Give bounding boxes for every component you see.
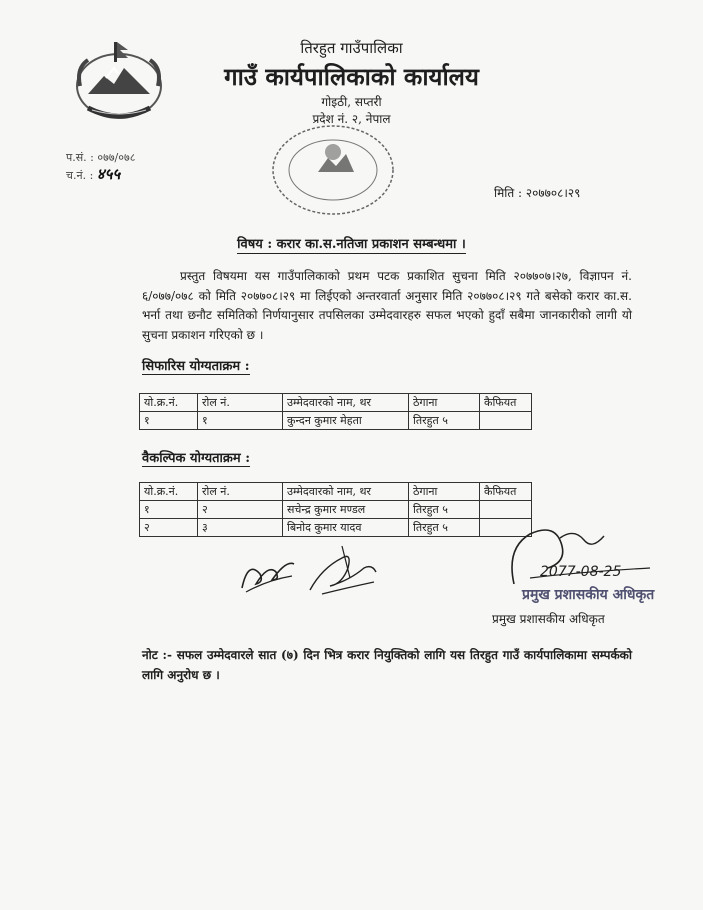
dispatch-number-value: ४५५ xyxy=(96,165,121,183)
subject-text: विषय : करार का.स.नतिजा प्रकाशन सम्बन्धमा । xyxy=(237,237,466,252)
letter-number-value: ०७७/०७८ xyxy=(97,151,136,164)
cell-name: बिनोद कुमार यादव xyxy=(283,519,409,537)
col-roll-header: रोल नं. xyxy=(198,394,283,412)
letter-number-line xyxy=(66,150,135,165)
dispatch-number-label: च.नं. : xyxy=(66,169,94,182)
alternate-table xyxy=(139,482,532,537)
table-row xyxy=(140,519,532,537)
table-row xyxy=(140,501,532,519)
recommended-heading-text: सिफारिस योग्यताक्रम : xyxy=(142,359,250,374)
cell-address: तिरहुत ५ xyxy=(409,501,480,519)
cell-remarks xyxy=(480,501,532,519)
recommended-heading xyxy=(142,356,250,374)
col-remarks-header: कैफियत xyxy=(480,483,532,501)
notice-paragraph: प्रस्तुत विषयमा यस गाउँपालिकाको प्रथम पटक प्रकाशित सुचना मिति २०७७०७।२७, विज्ञापन नं. ६/०७७/०७८ को मिति २०७७०८।२९ मा लिईएको अन्तरवार्ता अनुसार मिति २०७७०८।२९ गते बसेको करार का.स. भर्ना तथा छनौट समितिको निर्णयानुसार तपसिलका उम्मेदवारहरु सफल भएको हुदाँ सबैमा जानकारीको लागी यो सुचना प्रकाशन गरिएको छ । xyxy=(142,269,632,342)
col-roll-header: रोल नं. xyxy=(198,483,283,501)
alternate-heading xyxy=(142,448,250,466)
col-serial-header: यो.क्र.नं. xyxy=(140,483,198,501)
cell-address: तिरहुत ५ xyxy=(409,519,480,537)
office-title: गाउँ कार्यपालिकाको कार्यालय xyxy=(224,62,479,91)
dispatch-number-line xyxy=(66,164,120,184)
col-serial-header: यो.क्र.नं. xyxy=(140,394,198,412)
cell-serial: १ xyxy=(140,501,198,519)
subject-line xyxy=(0,234,703,252)
cell-serial: १ xyxy=(140,412,198,430)
province-line: प्रदेश नं. २, नेपाल xyxy=(312,112,391,126)
recommended-table xyxy=(139,393,532,430)
member-signature-2 xyxy=(302,538,382,598)
col-name-header: उम्मेदवारको नाम, थर xyxy=(283,483,409,501)
municipality-name: तिरहुत गाउँपालिका xyxy=(300,39,403,57)
col-address-header: ठेगाना xyxy=(409,483,480,501)
col-remarks-header: कैफियत xyxy=(480,394,532,412)
office-seal-icon xyxy=(268,122,398,218)
table-row xyxy=(140,412,532,430)
cell-address: तिरहुत ५ xyxy=(409,412,480,430)
cell-remarks xyxy=(480,412,532,430)
cell-roll: २ xyxy=(198,501,283,519)
office-address: गोइठी, सप्तरी xyxy=(321,95,382,109)
note-text: नोट :- सफल उम्मेदवारले सात (७) दिन भित्र करार नियुक्तिको लागि यस तिरहुत गाउँ कार्यपालिकामा सम्पर्कको लागि अनुरोध छ । xyxy=(142,648,632,682)
cell-name: कुन्दन कुमार मेहता xyxy=(283,412,409,430)
officer-title: प्रमुख प्रशासकीय अधिकृत xyxy=(492,612,605,626)
cell-roll: १ xyxy=(198,412,283,430)
table-header-row xyxy=(140,483,532,501)
cell-roll: ३ xyxy=(198,519,283,537)
officer-stamp-text: प्रमुख प्रशासकीय अधिकृत xyxy=(522,587,655,603)
date: मिति : २०७७०८।२९ xyxy=(494,186,581,200)
col-address-header: ठेगाना xyxy=(409,394,480,412)
table-header-row xyxy=(140,394,532,412)
handwritten-date: 2077-08-25 xyxy=(540,564,622,580)
alternate-heading-text: वैकल्पिक योग्यताक्रम : xyxy=(142,451,251,466)
member-signature-1 xyxy=(238,550,298,595)
cell-name: सचेन्द्र कुमार मण्डल xyxy=(283,501,409,519)
cell-serial: २ xyxy=(140,519,198,537)
letter-number-label: प.सं. : xyxy=(66,151,94,164)
col-name-header: उम्मेदवारको नाम, थर xyxy=(283,394,409,412)
